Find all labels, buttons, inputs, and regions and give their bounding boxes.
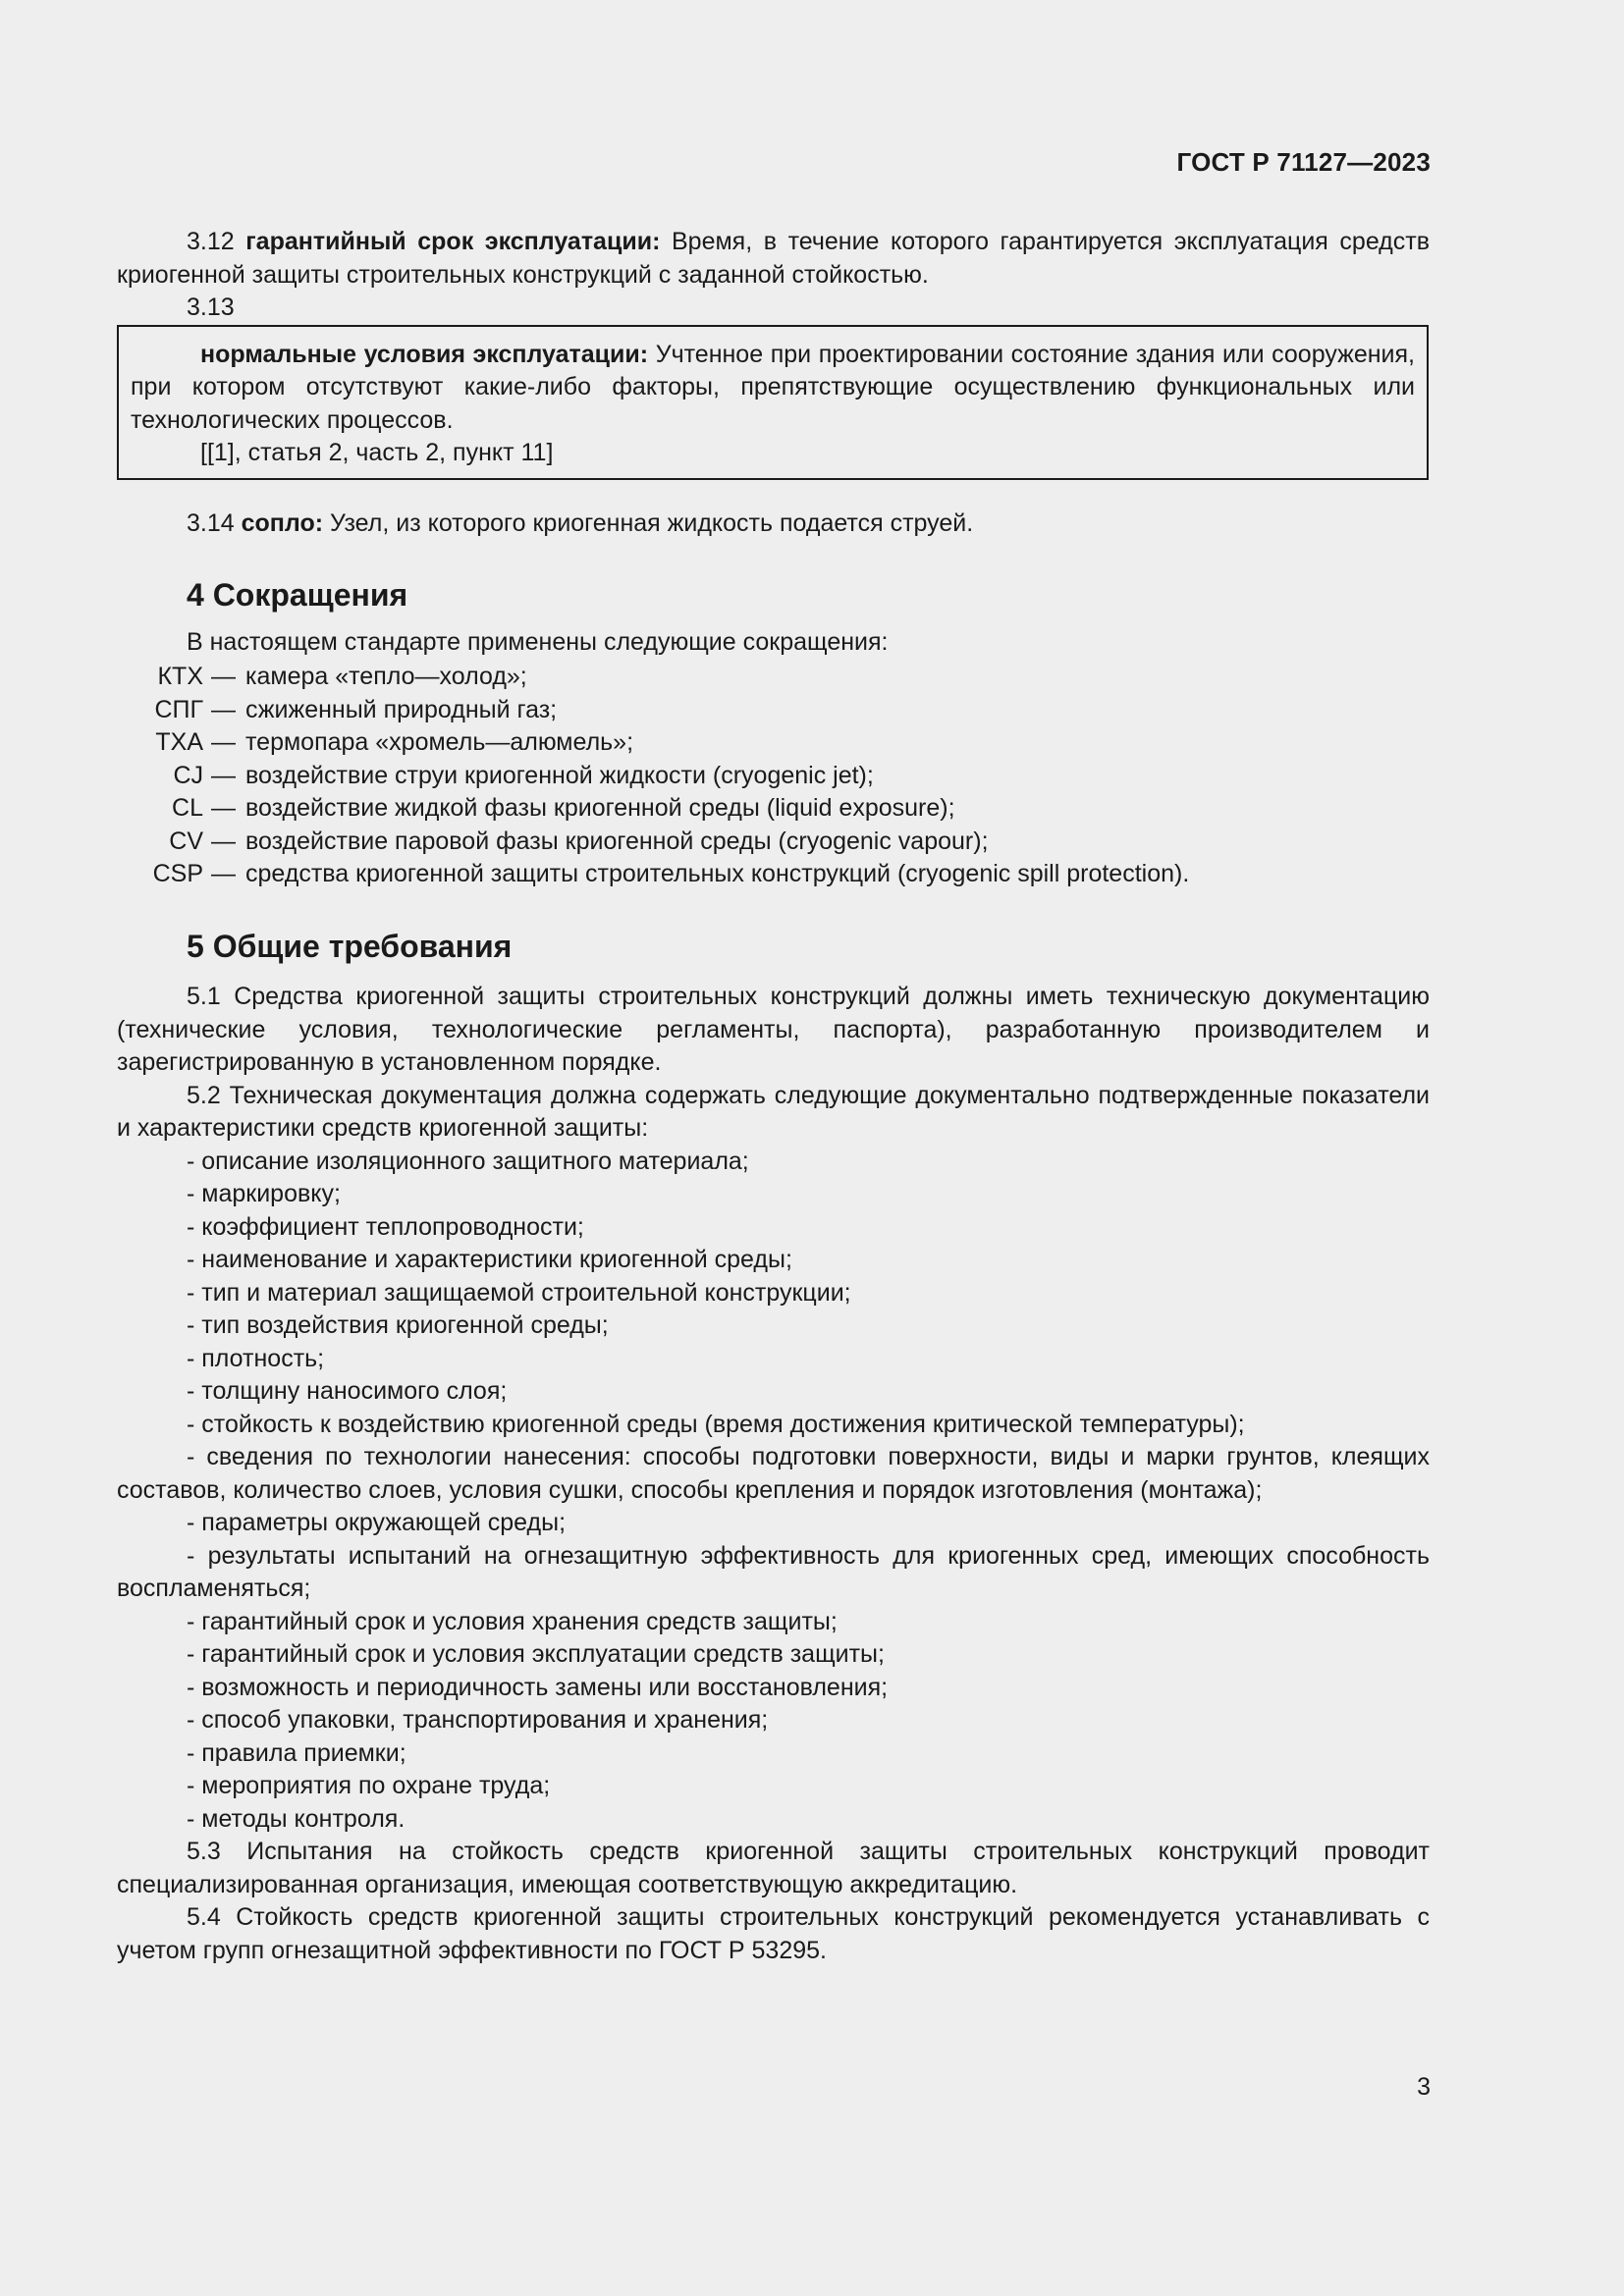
abbreviation-row: [109, 858, 1430, 891]
source-reference: [[1], статья 2, часть 2, пункт 11]: [200, 439, 554, 466]
section-5-heading: 5 Общие требования: [187, 928, 513, 964]
list-item: - наименование и характеристики криогенной среды;: [187, 1246, 792, 1273]
abbreviation: КТХ: [157, 663, 203, 690]
list-item: - способ упаковки, транспортирования и хранения;: [187, 1706, 769, 1734]
list-item: - мероприятия по охране труда;: [187, 1772, 551, 1799]
list-item: - толщину наносимого слоя;: [187, 1377, 508, 1405]
page-content: [117, 226, 1430, 1967]
list-item: - правила приемки;: [187, 1738, 406, 1767]
abbreviation: CL: [172, 794, 203, 822]
clause-3-12: [117, 226, 1430, 292]
list-item: - стойкость к воздействию криогенной среды (время достижения критической температуры);: [187, 1410, 1245, 1438]
abbreviation-meaning: камера «тепло—холод»;: [245, 663, 527, 690]
definition: Время, в течение которого гарантируется эксплуатация средств криогенной защиты строительных конструкций с заданной стойкостью.: [117, 228, 1431, 289]
abbreviation-row: [109, 792, 1430, 826]
abbreviation-dash: —: [211, 860, 236, 887]
list-item: - сведения по технологии нанесения: способы подготовки поверхности, виды и марки грунтов, клеящих составов, количество слоев, условия сушки, способы крепления и порядок изготовления (монтажа);: [117, 1443, 1430, 1504]
abbreviation-dash: —: [211, 695, 236, 723]
abbreviation-row: [109, 694, 1430, 727]
abbreviation-row: [109, 760, 1430, 793]
abbreviation-dash: —: [211, 827, 236, 855]
abbreviation-row: [109, 826, 1430, 859]
definition: Учтенное при проектировании состояние здания или сооружения, при котором отсутствуют какие-либо факторы, препятствующие осуществлению функциональных или технологических процессов.: [131, 340, 1415, 434]
clause-3-13-number: 3.13: [187, 294, 235, 321]
clause-5-3: 5.3 Испытания на стойкость средств криогенной защиты строительных конструкций проводит специализированная организация, имеющая соответствующую аккредитацию.: [117, 1838, 1430, 1898]
clause-3-14: [117, 507, 1430, 541]
page-number: 3: [1417, 2073, 1431, 2101]
list-item: - гарантийный срок и условия хранения средств защиты;: [187, 1607, 838, 1635]
abbreviation-dash: —: [211, 663, 236, 690]
standard-code: ГОСТ Р 71127—2023: [1176, 147, 1431, 177]
list-item: - плотность;: [187, 1344, 325, 1372]
section-4-heading: 4 Сокращения: [187, 577, 408, 613]
abbreviation: CV: [169, 827, 203, 855]
quoted-definition-box: [117, 325, 1429, 480]
list-item: - методы контроля.: [187, 1804, 406, 1833]
definition: Узел, из которого криогенная жидкость подается струей.: [330, 508, 974, 537]
term: нормальные условия эксплуатации:: [200, 340, 649, 368]
clause-5-1: 5.1 Средства криогенной защиты строительных конструкций должны иметь техническую документацию (технические условия, технологические регламенты, паспорта), разработанную производителем и зарегистрированную в установленном порядке.: [117, 983, 1430, 1076]
list-item: - параметры окружающей среды;: [187, 1509, 567, 1536]
abbreviation-meaning: воздействие жидкой фазы криогенной среды (liquid exposure);: [245, 794, 955, 822]
abbreviation-meaning: сжиженный природный газ;: [245, 695, 558, 723]
list-item: - коэффициент теплопроводности;: [187, 1212, 584, 1241]
abbreviation-dash: —: [211, 794, 236, 822]
list-item: - описание изоляционного защитного материала;: [187, 1147, 749, 1175]
list-item: - гарантийный срок и условия эксплуатации средств защиты;: [187, 1640, 885, 1668]
clause-5-4: 5.4 Стойкость средств криогенной защиты строительных конструкций рекомендуется устанавливать с учетом групп огнезащитной эффективности по ГОСТ Р 53295.: [117, 1903, 1430, 1964]
clause-3-13: [131, 339, 1415, 438]
list-item: - тип и материал защищаемой строительной конструкции;: [187, 1278, 851, 1307]
list-item: - возможность и периодичность замены или восстановления;: [187, 1673, 889, 1701]
abbreviation-row: [109, 661, 1430, 694]
abbreviation-meaning: термопара «хромель—алюмель»;: [245, 728, 634, 756]
abbreviation-meaning: воздействие паровой фазы криогенной среды (cryogenic vapour);: [245, 827, 989, 855]
abbreviations-intro: В настоящем стандарте применены следующие сокращения:: [187, 627, 889, 656]
requirements-list: [117, 1146, 1430, 1837]
abbreviations-list: [109, 661, 1430, 891]
abbreviation-meaning: средства криогенной защиты строительных конструкций (cryogenic spill protection).: [245, 860, 1190, 887]
abbreviation: ТХА: [155, 728, 203, 756]
abbreviation: CSP: [152, 860, 203, 887]
clause-number: 3.14: [187, 508, 235, 537]
list-item: - тип воздействия криогенной среды;: [187, 1311, 609, 1339]
abbreviation-row: [109, 726, 1430, 760]
term: сопло:: [241, 508, 324, 537]
abbreviation-meaning: воздействие струи криогенной жидкости (cryogenic jet);: [245, 761, 874, 789]
abbreviation: СПГ: [154, 695, 203, 723]
clause-5-2: 5.2 Техническая документация должна содержать следующие документально подтвержденные показатели и характеристики средств криогенной защиты:: [117, 1081, 1430, 1142]
clause-number: 3.12: [187, 228, 235, 255]
list-item: - результаты испытаний на огнезащитную эффективность для криогенных сред, имеющих способность воспламеняться;: [117, 1541, 1430, 1602]
term: гарантийный срок эксплуатации:: [245, 228, 661, 255]
abbreviation: CJ: [173, 761, 203, 789]
abbreviation-dash: —: [211, 761, 236, 789]
abbreviation-dash: —: [211, 728, 236, 756]
list-item: - маркировку;: [187, 1180, 341, 1207]
